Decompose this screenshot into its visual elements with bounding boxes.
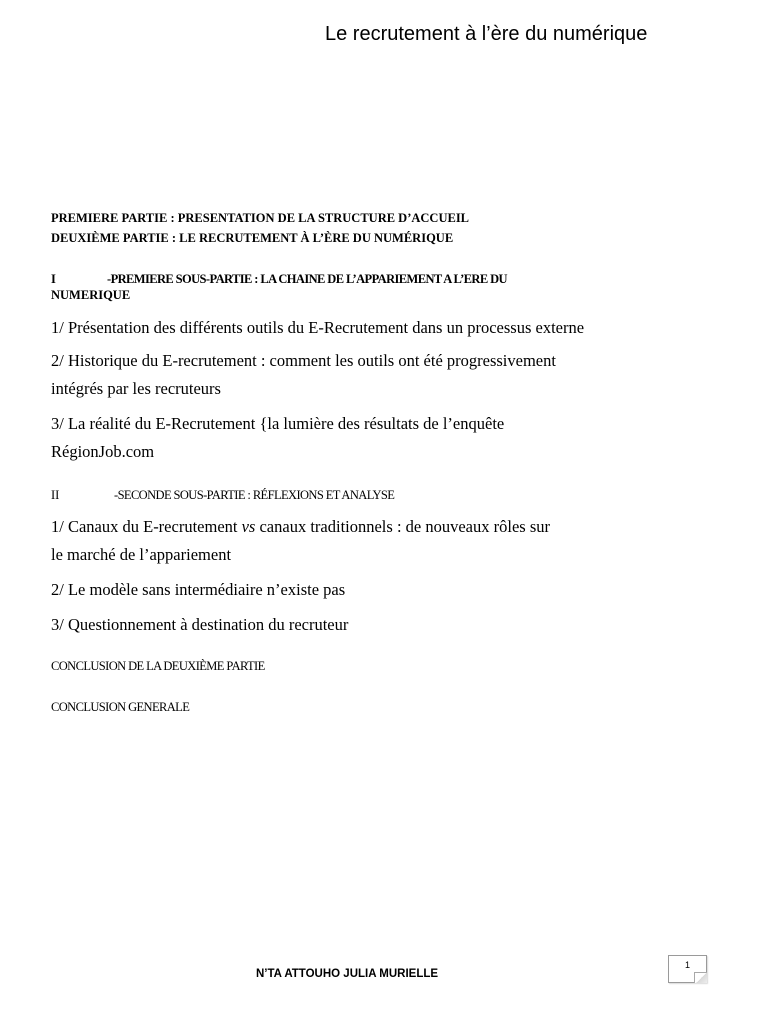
section2-item-1-prefix: 1/ Canaux du E-recrutement <box>51 517 242 536</box>
section2-item-3: 3/ Questionnement à destination du recruteur <box>51 615 349 634</box>
section1-item-3-cont: RégionJob.com <box>51 442 155 461</box>
section1-item-1: 1/ Présentation des différents outils du E-Recrutement dans un processus externe <box>51 318 585 337</box>
footer-author: N’TA ATTOUHO JULIA MURIELLE <box>256 968 439 980</box>
section1-title: -PREMIERE SOUS-PARTIE : LA CHAINE DE L’APPARIEMENT A L’ERE DU <box>107 272 507 286</box>
page-number-box <box>668 955 707 983</box>
section2-item-1-cont: le marché de l’appariement <box>51 545 232 564</box>
page-curl-icon <box>694 972 707 983</box>
toc-conclusion-part2: CONCLUSION DE LA DEUXIÈME PARTIE <box>51 659 265 673</box>
section2-title: -SECONDE SOUS-PARTIE : RÉFLEXIONS ET ANALYSE <box>114 488 395 502</box>
section2-numeral: II <box>51 488 60 502</box>
toc-part2: DEUXIÈME PARTIE : LE RECRUTEMENT À L’ÈRE DU NUMÉRIQUE <box>51 231 454 245</box>
toc-conclusion-general: CONCLUSION GENERALE <box>51 700 190 714</box>
toc-part1: PREMIERE PARTIE : PRESENTATION DE LA STRUCTURE D’ACCUEIL <box>51 211 470 225</box>
header-title: Le recrutement à l’ère du numérique <box>325 23 648 45</box>
section1-numeral: I <box>51 272 56 286</box>
section2-item-1-italic: vs <box>241 517 256 536</box>
page-number: 1 <box>684 960 690 970</box>
section1-title-cont: NUMERIQUE <box>51 288 131 302</box>
section1-item-2: 2/ Historique du E-recrutement : comment les outils ont été progressivement <box>51 351 556 370</box>
section2-item-1 <box>51 517 550 537</box>
section2-item-2: 2/ Le modèle sans intermédiaire n’existe pas <box>51 580 346 599</box>
section1-item-2-cont: intégrés par les recruteurs <box>51 379 221 398</box>
section2-item-1-suffix: canaux traditionnels : de nouveaux rôles sur <box>255 517 550 536</box>
section1-item-3: 3/ La réalité du E-Recrutement {la lumière des résultats de l’enquête <box>51 414 505 433</box>
